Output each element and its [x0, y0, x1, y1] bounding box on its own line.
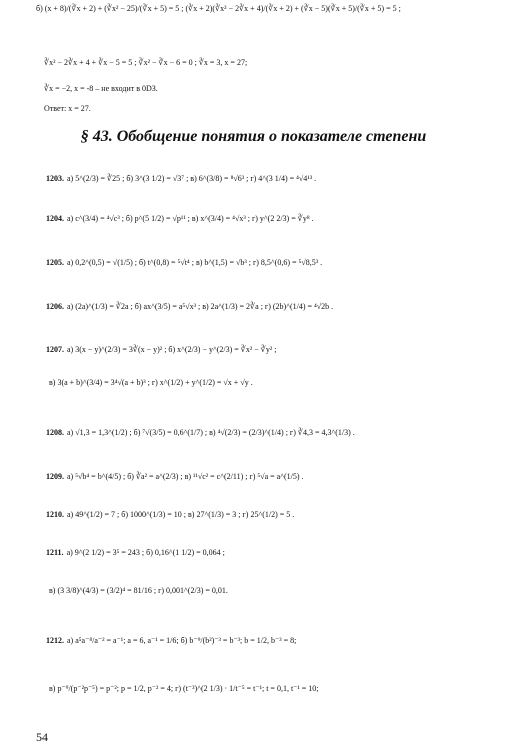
exercise-1211	[46, 548, 507, 557]
exercise-text: а) 49^(1/2) = 7 ; б) 1000^(1/3) = 10 ; в) 27^(1/3) = 3 ; г) 25^(1/2) = 5 .	[67, 510, 295, 519]
exercise-1207-cont	[46, 378, 507, 387]
exercise-text: в) 3(a + b)^(3/4) = 3⁴√(a + b)³ ; г) x^(1/2) + y^(1/2) = √x + √y .	[49, 378, 253, 387]
exercise-1212-cont	[46, 684, 507, 693]
exercise-number: 1205.	[46, 258, 64, 267]
exercise-number: 1203.	[46, 174, 64, 183]
solution-line-1: б) (x + 8)/(∛x + 2) + (∛x² − 25)/(∛x + 5) = 5 ; (∛x + 2)(∛x² − 2∛x + 4)/(∛x + 2) + (∛x − 5)(∛x + 5)/(∛x + 5) = 5 ;	[36, 4, 401, 13]
exercise-number: 1206.	[46, 302, 64, 311]
exercise-1211-cont	[46, 586, 507, 595]
section-title: § 43. Обобщение понятия о показателе степени	[80, 128, 427, 145]
exercise-number: 1212.	[46, 636, 64, 645]
exercise-1204	[46, 214, 507, 223]
exercise-number: 1210.	[46, 510, 64, 519]
exercise-text: а) 0,2^(0,5) = √(1/5) ; б) t^(0,8) = ⁵√t⁴ ; в) b^(1,5) = √b³ ; г) 8,5^(0,6) = ⁵√8,5³ .	[67, 258, 323, 267]
exercise-text: а) 9^(2 1/2) = 3⁵ = 243 ; б) 0,16^(1 1/2) = 0,064 ;	[66, 548, 225, 557]
exercise-text: а) (2a)^(1/3) = ∛2a ; б) ax^(3/5) = a⁵√x³ ; в) 2a^(1/3) = 2∛a ; г) (2b)^(1/4) = ⁴√2b .	[67, 302, 334, 311]
exercise-text: а) a⁵a⁻⁸/a⁻² = a⁻¹; a = 6, a⁻¹ = 1/6; б) b⁻⁹/(b²)⁻³ = b⁻³; b = 1/2, b⁻³ = 8;	[67, 636, 297, 645]
exercise-1206	[46, 302, 507, 311]
exercise-text: а) 3(x − y)^(2/3) = 3∛(x − y)² ; б) x^(2/3) − y^(2/3) = ∛x² − ∛y² ;	[67, 345, 277, 354]
solution-answer: Ответ: x = 27.	[44, 104, 91, 113]
exercise-text: в) (3 3/8)^(4/3) = (3/2)⁴ = 81/16 ; г) 0,001^(2/3) = 0,01.	[49, 586, 228, 595]
exercise-number: 1208.	[46, 428, 64, 437]
exercise-text: а) 5^(2/3) = ∛25 ; б) 3^(3 1/2) = √3⁷ ; в) 6^(3/8) = ⁸√6³ ; г) 4^(3 1/4) = ⁴√4¹³ .	[67, 174, 317, 183]
exercise-text: а) c^(3/4) = ⁴√c³ ; б) p^(5 1/2) = √p¹¹ ; в) x^(3/4) = ⁴√x³ ; г) y^(2 2/3) = ∛y⁸ .	[67, 214, 314, 223]
exercise-number: 1211.	[46, 548, 64, 557]
exercise-text: а) ⁵√b⁴ = b^(4/5) ; б) ∛a² = a^(2/3) ; в) ¹¹√c² = c^(2/11) ; г) ⁵√a = a^(1/5) .	[67, 472, 304, 481]
exercise-number: 1204.	[46, 214, 64, 223]
exercise-text: в) p⁻⁹/(p⁻²p⁻⁵) = p⁻²; p = 1/2, p⁻² = 4; г) (t⁻³)^(2 1/3) · 1/t⁻⁵ = t⁻¹; t = 0,1, t⁻¹ = 10;	[49, 684, 319, 693]
exercise-1205	[46, 258, 507, 267]
exercise-text: а) √1,3 = 1,3^(1/2) ; б) ⁷√(3/5) = 0,6^(1/7) ; в) ⁴√(2/3) = (2/3)^(1/4) ; г) ∛4,3 = 4,3^(1/3) .	[67, 428, 355, 437]
exercise-1210	[46, 510, 507, 519]
exercise-1203	[46, 174, 507, 183]
exercise-1208	[46, 428, 507, 437]
exercise-number: 1207.	[46, 345, 64, 354]
exercise-1209	[46, 472, 507, 481]
solution-line-2: ∛x² − 2∛x + 4 + ∛x − 5 = 5 ; ∛x² − ∛x − 6 = 0 ; ∛x = 3, x = 27;	[44, 58, 248, 67]
exercise-number: 1209.	[46, 472, 64, 481]
page-number: 54	[36, 730, 48, 744]
exercise-1207	[46, 345, 507, 354]
exercise-1212	[46, 636, 507, 645]
solution-line-3: ∛x = −2, x = -8 – не входит в 0DЗ.	[44, 84, 158, 93]
